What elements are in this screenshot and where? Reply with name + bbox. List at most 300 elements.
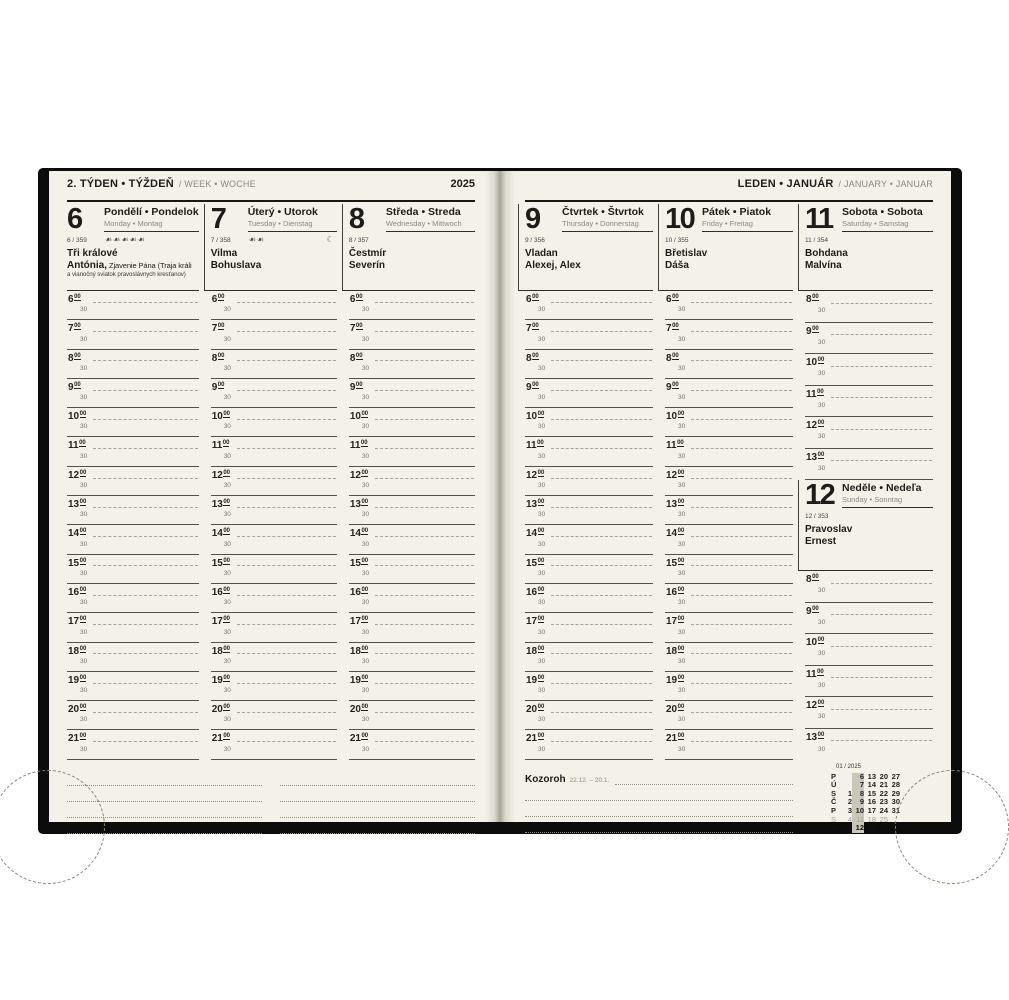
half-hour-rule bbox=[93, 507, 198, 508]
day-column-thursday bbox=[525, 204, 653, 761]
half-hour-rule bbox=[375, 507, 474, 508]
hour-slot-17 bbox=[665, 613, 793, 642]
hour-slot-10 bbox=[665, 408, 793, 437]
half-hour-rule bbox=[93, 536, 198, 537]
half-hour-rule bbox=[237, 624, 336, 625]
half-hour-label: 30 bbox=[818, 338, 826, 346]
hour-slot-21 bbox=[211, 730, 337, 759]
half-hour-label: 30 bbox=[538, 745, 546, 753]
hour-label: $9^{00}$ bbox=[806, 605, 819, 617]
half-hour-label: 30 bbox=[223, 745, 231, 753]
hour-label: $18^{00}$ bbox=[68, 645, 87, 657]
hour-label: $10^{00}$ bbox=[211, 411, 230, 423]
half-hour-rule bbox=[551, 448, 652, 449]
half-hour-rule bbox=[831, 646, 932, 647]
hour-slot-9 bbox=[211, 379, 337, 408]
note-lines bbox=[525, 785, 793, 833]
nameday-name: Bohdana bbox=[805, 248, 848, 259]
mini-calendar-date: 27 bbox=[891, 771, 900, 781]
half-hour-label: 30 bbox=[678, 628, 686, 636]
note-line bbox=[67, 770, 262, 786]
half-hour-rule bbox=[691, 507, 792, 508]
half-hour-rule bbox=[551, 536, 652, 537]
hour-label: $7^{00}$ bbox=[349, 323, 363, 335]
half-hour-rule bbox=[831, 303, 932, 304]
half-hour-rule bbox=[93, 741, 198, 742]
hour-label: $17^{00}$ bbox=[68, 616, 87, 628]
nameday-name: Pravoslav bbox=[805, 524, 853, 535]
hour-label: $11^{00}$ bbox=[806, 668, 824, 680]
half-hour-rule bbox=[237, 653, 336, 654]
hour-label: $12^{00}$ bbox=[211, 469, 230, 481]
hour-label: $13^{00}$ bbox=[806, 731, 825, 743]
hour-slot-16 bbox=[525, 584, 653, 613]
hour-slot-14 bbox=[665, 525, 793, 554]
half-hour-rule bbox=[691, 302, 792, 303]
hour-slot-9 bbox=[665, 379, 793, 408]
day-name-intl: Sunday • Sonntag bbox=[842, 495, 903, 504]
zodiac-date-range: 22.12. – 20.1. bbox=[569, 777, 610, 784]
half-hour-rule bbox=[831, 460, 932, 461]
hour-label: $20^{00}$ bbox=[211, 704, 230, 716]
half-hour-label: 30 bbox=[361, 569, 370, 577]
day-header-sunday bbox=[798, 480, 933, 571]
half-hour-rule bbox=[375, 565, 474, 566]
half-hour-label: 30 bbox=[678, 599, 686, 607]
half-hour-rule bbox=[93, 419, 198, 420]
hour-label: $13^{00}$ bbox=[806, 451, 825, 463]
half-hour-rule bbox=[375, 653, 474, 654]
half-hour-label: 30 bbox=[80, 364, 88, 372]
mini-calendar-date: 6 bbox=[852, 773, 864, 782]
mini-calendar-day-letter: Ú bbox=[831, 780, 837, 790]
hour-slot-8 bbox=[67, 350, 199, 379]
hour-slot-21 bbox=[67, 730, 199, 759]
hour-label: $12^{00}$ bbox=[806, 700, 825, 711]
half-hour-label: 30 bbox=[223, 687, 231, 695]
day-header-saturday bbox=[798, 204, 933, 291]
half-hour-label: 30 bbox=[223, 335, 231, 343]
hour-label: $14^{00}$ bbox=[349, 528, 369, 540]
half-hour-label: 30 bbox=[678, 394, 686, 402]
moon-icon: ☾ bbox=[326, 234, 335, 244]
note-line bbox=[525, 785, 793, 801]
half-hour-rule bbox=[551, 712, 652, 713]
half-hour-rule bbox=[93, 712, 198, 713]
half-hour-label: 30 bbox=[361, 687, 370, 695]
half-hour-label: 30 bbox=[818, 618, 826, 626]
half-hour-label: 30 bbox=[678, 569, 686, 577]
left-day-columns bbox=[67, 204, 475, 834]
half-hour-label: 30 bbox=[80, 394, 88, 402]
hour-label: $11^{00}$ bbox=[526, 440, 544, 452]
half-hour-rule bbox=[375, 624, 474, 625]
half-hour-rule bbox=[691, 624, 792, 625]
hour-label: $15^{00}$ bbox=[349, 557, 369, 569]
holiday-name: Tři králové bbox=[67, 248, 118, 259]
half-hour-rule bbox=[375, 478, 474, 479]
half-hour-label: 30 bbox=[361, 540, 370, 548]
hour-slot-11 bbox=[349, 437, 475, 466]
half-hour-label: 30 bbox=[361, 306, 370, 314]
half-hour-rule bbox=[375, 331, 474, 332]
day-column-monday bbox=[67, 204, 199, 761]
half-hour-label: 30 bbox=[818, 433, 826, 441]
half-hour-label: 30 bbox=[80, 687, 88, 695]
day-ordinal: 7 / 358 bbox=[210, 237, 231, 244]
hour-label: $9^{00}$ bbox=[349, 381, 363, 393]
half-hour-rule bbox=[831, 397, 932, 398]
hour-label: $13^{00}$ bbox=[68, 499, 87, 511]
hour-label: $20^{00}$ bbox=[526, 704, 545, 716]
half-hour-label: 30 bbox=[223, 657, 231, 665]
half-hour-rule bbox=[551, 331, 652, 332]
half-hour-label: 30 bbox=[361, 452, 370, 460]
half-hour-label: 30 bbox=[818, 681, 826, 689]
day-name-intl: Tuesday • Dienstag bbox=[247, 219, 313, 228]
half-hour-rule bbox=[93, 478, 198, 479]
half-hour-rule bbox=[375, 360, 474, 361]
half-hour-label: 30 bbox=[80, 569, 88, 577]
book-spine-gutter bbox=[485, 171, 515, 822]
half-hour-rule bbox=[691, 331, 792, 332]
half-hour-label: 30 bbox=[538, 482, 546, 490]
left-page bbox=[49, 171, 485, 822]
zodiac-name: Kozoroh bbox=[525, 774, 566, 785]
hour-slot-10 bbox=[805, 634, 933, 666]
hour-label: $15^{00}$ bbox=[211, 557, 230, 569]
half-hour-label: 30 bbox=[538, 569, 546, 577]
hour-slot-12 bbox=[665, 467, 793, 496]
mini-calendar-date: 25 bbox=[879, 814, 888, 824]
hour-slot-19 bbox=[665, 672, 793, 701]
day-header-thursday bbox=[518, 204, 653, 291]
hour-label: $6^{00}$ bbox=[68, 294, 81, 305]
hour-slot-16 bbox=[665, 584, 793, 613]
hour-label: $20^{00}$ bbox=[666, 704, 685, 716]
half-hour-label: 30 bbox=[818, 464, 826, 472]
mini-calendar-date: 20 bbox=[879, 771, 888, 781]
hour-label: $12^{00}$ bbox=[666, 469, 685, 481]
left-page-header bbox=[67, 178, 475, 202]
hour-label: $21^{00}$ bbox=[68, 733, 87, 745]
note-line bbox=[280, 818, 475, 834]
half-hour-label: 30 bbox=[223, 628, 231, 636]
hour-slot-11 bbox=[665, 437, 793, 466]
hour-label: $19^{00}$ bbox=[349, 674, 369, 686]
hour-slot-16 bbox=[67, 584, 199, 613]
week-spread bbox=[49, 171, 951, 833]
hour-label: $7^{00}$ bbox=[666, 323, 679, 335]
ornament-icons: ☙☙☙☙☙ bbox=[105, 234, 146, 244]
hour-slot-7 bbox=[349, 320, 475, 349]
left-notes-area bbox=[67, 770, 475, 834]
hour-label: $21^{00}$ bbox=[666, 733, 685, 745]
half-hour-rule bbox=[551, 360, 652, 361]
right-page-header bbox=[525, 178, 933, 202]
mini-calendar-date: 18 bbox=[867, 814, 876, 824]
hour-label: $16^{00}$ bbox=[526, 586, 545, 598]
half-hour-rule bbox=[93, 565, 198, 566]
half-hour-label: 30 bbox=[80, 716, 88, 724]
half-hour-rule bbox=[93, 595, 198, 596]
zodiac-row bbox=[525, 770, 793, 785]
hour-label: $10^{00}$ bbox=[349, 411, 369, 423]
hour-label: $8^{00}$ bbox=[806, 294, 819, 305]
half-hour-rule bbox=[93, 448, 198, 449]
half-hour-rule bbox=[831, 366, 932, 367]
hour-label: $11^{00}$ bbox=[806, 388, 824, 400]
hour-label: $10^{00}$ bbox=[526, 411, 545, 423]
hour-slot-8 bbox=[525, 350, 653, 379]
half-hour-rule bbox=[691, 653, 792, 654]
half-hour-rule bbox=[831, 677, 932, 678]
day-number: 12 bbox=[805, 479, 835, 511]
mini-calendar-date: 4 bbox=[847, 814, 852, 824]
mini-calendar-date: 14 bbox=[867, 780, 876, 790]
hour-slot-17 bbox=[67, 613, 199, 642]
half-hour-rule bbox=[237, 448, 336, 449]
half-hour-rule bbox=[237, 478, 336, 479]
hour-slot-9 bbox=[805, 323, 933, 355]
half-hour-label: 30 bbox=[678, 306, 686, 314]
mini-calendar-date: 9 bbox=[852, 798, 864, 807]
hour-label: $9^{00}$ bbox=[666, 381, 679, 393]
hour-slot-9 bbox=[349, 379, 475, 408]
half-hour-rule bbox=[237, 419, 336, 420]
day-header-monday bbox=[67, 204, 199, 291]
half-hour-rule bbox=[831, 429, 932, 430]
hour-label: $11^{00}$ bbox=[349, 440, 368, 452]
hour-slot-6 bbox=[211, 291, 337, 320]
half-hour-rule bbox=[691, 536, 792, 537]
hour-slot-10 bbox=[211, 408, 337, 437]
hour-slot-20 bbox=[665, 701, 793, 730]
mini-calendar-date: 5 bbox=[847, 823, 852, 833]
note-line bbox=[280, 770, 475, 786]
hour-slot-11 bbox=[525, 437, 653, 466]
day-name-intl: Friday • Freitag bbox=[702, 219, 753, 228]
half-hour-rule bbox=[551, 507, 652, 508]
hour-slot-17 bbox=[349, 613, 475, 642]
mini-calendar-date: 13 bbox=[867, 771, 876, 781]
half-hour-label: 30 bbox=[223, 306, 231, 314]
half-hour-label: 30 bbox=[678, 482, 686, 490]
half-hour-label: 30 bbox=[818, 370, 826, 378]
hour-grid-friday bbox=[665, 291, 793, 760]
day-column-friday bbox=[665, 204, 793, 761]
half-hour-rule bbox=[551, 653, 652, 654]
half-hour-label: 30 bbox=[223, 569, 231, 577]
half-hour-label: 30 bbox=[223, 511, 231, 519]
hour-label: $18^{00}$ bbox=[211, 645, 230, 657]
mini-calendar-date: 22 bbox=[879, 788, 888, 798]
day-header-wednesday bbox=[342, 204, 475, 291]
day-ordinal: 9 / 356 bbox=[525, 237, 545, 244]
hour-slot-14 bbox=[349, 525, 475, 554]
half-hour-label: 30 bbox=[678, 745, 686, 753]
half-hour-label: 30 bbox=[538, 306, 546, 314]
half-hour-rule bbox=[551, 478, 652, 479]
half-hour-rule bbox=[237, 595, 336, 596]
half-hour-label: 30 bbox=[361, 745, 370, 753]
mini-calendar-date: 12 bbox=[852, 824, 864, 833]
mini-calendar-date: 10 bbox=[852, 807, 864, 816]
hour-slot-19 bbox=[211, 672, 337, 701]
hour-slot-13 bbox=[805, 729, 933, 761]
half-hour-label: 30 bbox=[538, 657, 546, 665]
half-hour-label: 30 bbox=[223, 394, 231, 402]
hour-slot-20 bbox=[67, 701, 199, 730]
hour-label: $15^{00}$ bbox=[68, 557, 87, 569]
day-number: 8 bbox=[348, 203, 364, 235]
half-hour-rule bbox=[831, 334, 932, 335]
half-hour-rule bbox=[691, 565, 792, 566]
half-hour-rule bbox=[237, 741, 336, 742]
day-name-local: Pátek • Piatok bbox=[702, 206, 772, 218]
hour-grid-thursday bbox=[525, 291, 653, 760]
hour-slot-13 bbox=[805, 449, 933, 481]
hour-label: $16^{00}$ bbox=[349, 586, 369, 598]
note-line bbox=[280, 786, 475, 802]
mini-calendar-date: 1 bbox=[847, 788, 852, 798]
hour-slot-21 bbox=[349, 730, 475, 759]
hour-label: $7^{00}$ bbox=[211, 323, 225, 335]
hour-label: $6^{00}$ bbox=[211, 294, 225, 305]
half-hour-label: 30 bbox=[678, 511, 686, 519]
half-hour-label: 30 bbox=[80, 657, 88, 665]
day-name-local: Čtvrtek • Štvrtok bbox=[562, 206, 644, 218]
nameday-block bbox=[67, 245, 199, 279]
half-hour-rule bbox=[551, 741, 652, 742]
hour-slot-14 bbox=[211, 525, 337, 554]
half-hour-label: 30 bbox=[361, 364, 370, 372]
half-hour-rule bbox=[551, 624, 652, 625]
hour-label: $21^{00}$ bbox=[349, 733, 369, 745]
half-hour-label: 30 bbox=[223, 482, 231, 490]
hour-label: $18^{00}$ bbox=[349, 645, 369, 657]
hour-grid-sunday bbox=[805, 571, 933, 760]
hour-slot-11 bbox=[211, 437, 337, 466]
hour-slot-11 bbox=[805, 666, 933, 698]
hour-label: $8^{00}$ bbox=[526, 352, 539, 364]
mini-calendar-header: 01 / 2025 bbox=[836, 764, 862, 770]
year-label: 2025 bbox=[450, 178, 475, 190]
day-ordinal: 10 / 355 bbox=[665, 237, 689, 244]
hour-label: $10^{00}$ bbox=[806, 637, 825, 648]
half-hour-rule bbox=[237, 302, 336, 303]
hour-slot-19 bbox=[349, 672, 475, 701]
mini-calendar-date: 28 bbox=[891, 780, 900, 790]
hour-grid-wednesday bbox=[349, 291, 475, 760]
ornament-icons: ☙☙ bbox=[248, 234, 266, 244]
hour-slot-12 bbox=[349, 467, 475, 496]
half-hour-label: 30 bbox=[223, 599, 231, 607]
hour-slot-7 bbox=[211, 320, 337, 349]
half-hour-label: 30 bbox=[818, 401, 826, 409]
half-hour-label: 30 bbox=[818, 307, 826, 315]
holiday-note: Zjavenie Pána (Traja králi bbox=[107, 260, 192, 270]
hour-label: $7^{00}$ bbox=[526, 323, 539, 335]
mini-calendar-date: 8 bbox=[852, 790, 864, 799]
hour-label: $10^{00}$ bbox=[68, 411, 87, 423]
hour-slot-14 bbox=[67, 525, 199, 554]
hour-grid-tuesday bbox=[211, 291, 337, 760]
day-name-intl: Thursday • Donnerstag bbox=[562, 219, 639, 228]
hour-label: $14^{00}$ bbox=[666, 528, 685, 540]
mini-calendar-date: 23 bbox=[879, 797, 888, 807]
half-hour-label: 30 bbox=[538, 335, 546, 343]
hour-label: $12^{00}$ bbox=[806, 420, 825, 431]
day-name-intl: Wednesday • Mittwoch bbox=[385, 219, 462, 228]
hour-label: $11^{00}$ bbox=[68, 440, 86, 452]
hour-label: $13^{00}$ bbox=[349, 499, 369, 511]
mini-calendar-day-letter: N bbox=[831, 823, 837, 833]
mini-calendar-date: 29 bbox=[891, 788, 900, 798]
half-hour-rule bbox=[375, 302, 474, 303]
day-column-weekend bbox=[805, 204, 933, 761]
half-hour-label: 30 bbox=[80, 423, 88, 431]
mini-calendar-date: 3 bbox=[847, 805, 852, 815]
half-hour-label: 30 bbox=[361, 423, 370, 431]
half-hour-label: 30 bbox=[818, 650, 826, 658]
mini-calendar-date: 21 bbox=[879, 780, 888, 790]
hour-label: $14^{00}$ bbox=[68, 528, 87, 540]
half-hour-rule bbox=[237, 360, 336, 361]
hour-label: $6^{00}$ bbox=[526, 294, 539, 305]
day-name-local: Sobota • Sobota bbox=[842, 206, 923, 218]
hour-label: $11^{00}$ bbox=[211, 440, 230, 452]
diary-book bbox=[38, 168, 962, 834]
hour-slot-14 bbox=[525, 525, 653, 554]
half-hour-label: 30 bbox=[223, 423, 231, 431]
hour-label: $9^{00}$ bbox=[68, 381, 81, 393]
hour-slot-13 bbox=[211, 496, 337, 525]
half-hour-rule bbox=[375, 390, 474, 391]
half-hour-rule bbox=[93, 331, 198, 332]
half-hour-rule bbox=[237, 507, 336, 508]
half-hour-rule bbox=[831, 709, 932, 710]
half-hour-label: 30 bbox=[538, 599, 546, 607]
nameday-name: Malvína bbox=[805, 259, 842, 271]
nameday-name: Dáša bbox=[665, 259, 689, 271]
hour-label: $12^{00}$ bbox=[349, 469, 369, 481]
hour-slot-7 bbox=[67, 320, 199, 349]
hour-label: $19^{00}$ bbox=[666, 674, 685, 686]
hour-slot-19 bbox=[67, 672, 199, 701]
half-hour-rule bbox=[375, 712, 474, 713]
half-hour-label: 30 bbox=[361, 482, 370, 490]
mini-calendar-date: 17 bbox=[867, 805, 876, 815]
half-hour-rule bbox=[691, 741, 792, 742]
hour-label: $16^{00}$ bbox=[666, 586, 685, 598]
mini-calendar-date: 11 bbox=[852, 816, 864, 825]
month-title: LEDEN • JANUÁR bbox=[737, 178, 834, 190]
mini-calendar-date: 26 bbox=[879, 823, 888, 833]
half-hour-label: 30 bbox=[538, 687, 546, 695]
mini-calendar-date: 24 bbox=[879, 805, 888, 815]
half-hour-label: 30 bbox=[80, 482, 88, 490]
half-hour-label: 30 bbox=[678, 657, 686, 665]
half-hour-label: 30 bbox=[80, 452, 88, 460]
hour-grid-saturday bbox=[805, 291, 933, 480]
day-column-wednesday bbox=[349, 204, 475, 761]
hour-slot-20 bbox=[525, 701, 653, 730]
nameday-name: Břetislav bbox=[665, 248, 708, 259]
hour-slot-8 bbox=[665, 350, 793, 379]
hour-slot-6 bbox=[349, 291, 475, 320]
half-hour-rule bbox=[691, 712, 792, 713]
